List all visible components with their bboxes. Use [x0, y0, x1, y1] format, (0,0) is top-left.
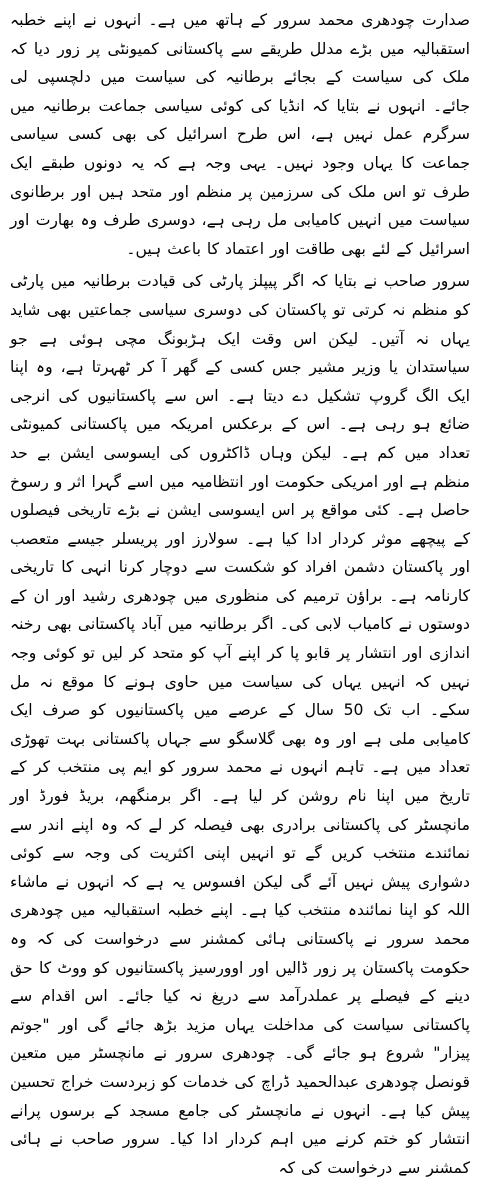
paragraph-1: صدارت چودھری محمد سرور کے ہاتھ میں ہے۔ انہوں نے اپنے خطبہ استقبالیہ میں بڑے مدلل طریقے سے پاکستانی کمیونٹی پر زور دیا کہ ملک کی سیاست کے بجائے برطانیہ کی سیاست میں دلچسپی لی جائے۔ انہوں نے بتایا کہ انڈیا کی کوئی سیاسی جماعت برطانیہ میں سرگرم عمل نہیں ہے، اس طرح اسرائیل کی بھی کسی سیاسی جماعت کا یہاں وجود نہیں۔ یہی وجہ ہے کہ یہ دونوں طبقے ایک طرف تو اس ملک کی سرزمین پر منظم اور متحد ہیں اور برطانوی سیاست میں انہیں کامیابی مل رہی ہے، دوسری طرف وہ بھارت اور اسرائیل کے لئے بھی طاقت اور اعتماد کا باعث ہیں۔	[10, 11, 470, 258]
paragraph-2: سرور صاحب نے بتایا کہ اگر پیپلز پارٹی کی قیادت برطانیہ میں پارٹی کو منظم نہ کرتی تو پاکستان کی دوسری سیاسی جماعتیں بھی شاید یہاں نہ آتیں۔ لیکن اس وقت ایک ہڑبونگ مچی ہوئی ہے جو سیاستدان یا وزیر مشیر جس کسی کے گھر آ کر ٹھہرتا ہے، وہ اپنا ایک الگ گروپ تشکیل دے دیتا ہے۔ اس سے پاکستانیوں کی انرجی ضائع ہو رہی ہے۔ اس کے برعکس امریکہ میں پاکستانی کمیونٹی تعداد میں کم ہے۔ لیکن وہاں ڈاکٹروں کی ایسوسی ایشن بے حد منظم ہے اور امریکی حکومت اور انتظامیہ میں اسے گہرا اثر و رسوخ حاصل ہے۔ کئی مواقع پر اس ایسوسی ایشن نے بڑے تاریخی فیصلوں کے پیچھے موثر کردار ادا کیا ہے۔ سولارز اور پریسلر جیسے متعصب اور پاکستان دشمن افراد کو شکست سے دوچار کرنا انہی کا تاریخی کارنامہ ہے۔ براؤن ترمیم کی منظوری میں چودھری رشید اور ان کے دوستوں نے کامیاب لابی کی۔ اگر برطانیہ میں آباد پاکستانی بھی رخنہ اندازی اور انتشار پر قابو پا کر اپنے آپ کو متحد کر لیں تو کوئی وجہ نہیں کہ انہیں یہاں کی سیاست میں حاوی ہونے کا موقع نہ مل سکے۔ اب تک 50 سال کے عرصے میں پاکستانیوں کو صرف ایک کامیابی ملی ہے اور وہ بھی گلاسگو سے جہاں پاکستانی بہت تھوڑی تعداد میں ہے۔ تاہم انہوں نے محمد سرور کو ایم پی منتخب کر کے تاریخ میں اپنا نام روشن کر لیا ہے۔ اگر برمنگھم، بریڈ فورڈ اور مانچسٹر کی پاکستانی برادری بھی فیصلہ کر لے کہ وہ اپنے اندر سے نمائندے منتخب کریں گے تو انہیں اپنی اکثریت کی وجہ سے کوئی دشواری پیش نہیں آئے گی لیکن افسوس یہ ہے کہ انہوں نے ماشاء اللہ کو اپنا نمائندہ منتخب کیا ہے۔ اپنے خطبہ استقبالیہ میں چودھری محمد سرور نے پاکستانی ہائی کمشنر سے درخواست کی کہ وہ حکومت پاکستان پر زور ڈالیں اور اوورسیز پاکستانیوں کو ووٹ کا حق دینے کے فیصلے پر عملدرآمد سے دریغ نہ کیا جائے۔ اس اقدام سے پاکستانی سیاست کی مداخلت یہاں مزید بڑھ جائے گی اور "جوتم پیزار" شروع ہو جائے گی۔ چودھری سرور نے مانچسٹر میں متعین قونصل چودھری عبدالحمید ڈراچ کی خدمات کو زبردست خراج تحسین پیش کیا ہے۔ انہوں نے مانچسٹر کی جامع مسجد کے برسوں پرانے انتشار کو ختم کرنے میں اہم کردار ادا کیا۔ سرور صاحب نے ہائی کمشنر سے درخواست کی کہ	[10, 272, 470, 1177]
